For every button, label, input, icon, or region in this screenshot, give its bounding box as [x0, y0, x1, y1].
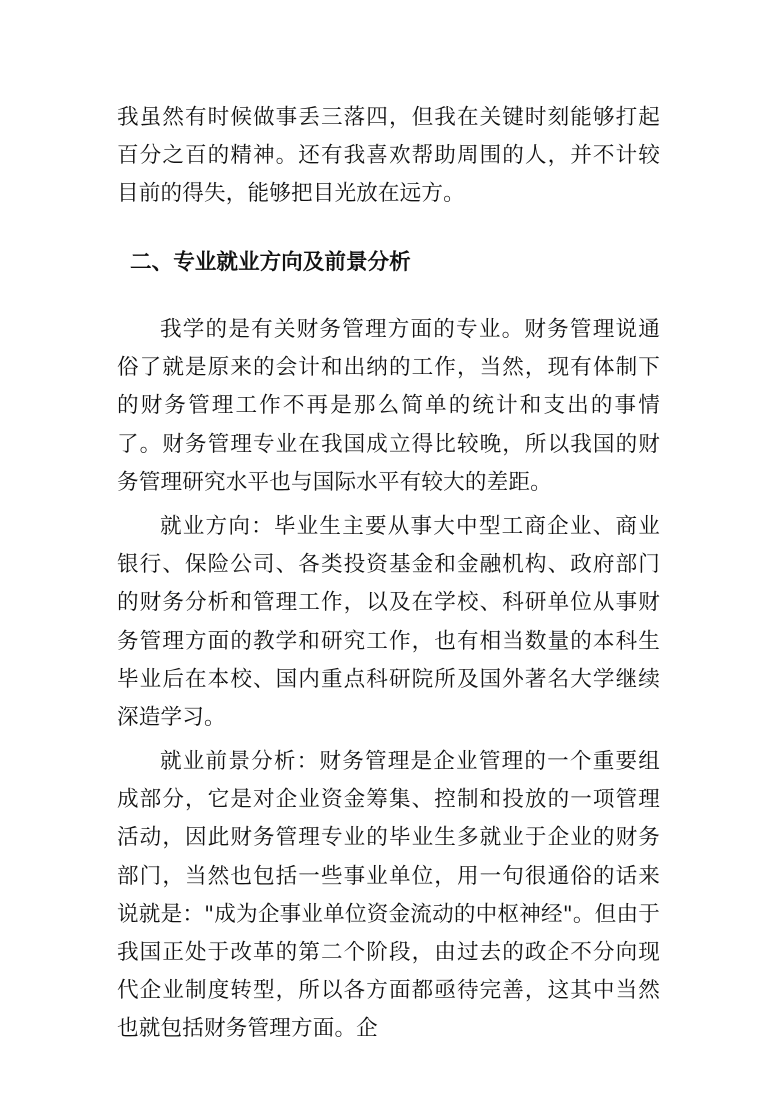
- paragraph-major-intro: 我学的是有关财务管理方面的专业。财务管理说通俗了就是原来的会计和出纳的工作，当然，现有体制下的财务管理工作不再是那么简单的统计和支出的事情了。财务管理专业在我国成立得比较晚，所以我国的财务管理研究水平也与国际水平有较大的差距。: [117, 317, 660, 495]
- paragraph-personal-traits: 我虽然有时候做事丢三落四，但我在关键时刻能够打起百分之百的精神。还有我喜欢帮助周围的人，并不计较目前的得失，能够把目光放在远方。: [117, 105, 660, 207]
- paragraph-employment-direction: 就业方向：毕业生主要从事大中型工商企业、商业银行、保险公司、各类投资基金和金融机构、政府部门的财务分析和管理工作，以及在学校、科研单位从事财务管理方面的教学和研究工作，也有相当数量的本科生毕业后在本校、国内重点科研院所及国外著名大学继续深造学习。: [117, 514, 660, 731]
- paragraph-employment-prospects: 就业前景分析：财务管理是企业管理的一个重要组成部分，它是对企业资金筹集、控制和投放的一项管理活动，因此财务管理专业的毕业生多就业于企业的财务部门，当然也包括一些事业单位，用一句很通俗的话来说就是："成为企事业单位资金流动的中枢神经"。但由于我国正处于改革的第二个阶段，由过去的政企不分向现代企业制度转型，所以各方面都亟待完善，这其中当然也就包括财务管理方面。企: [117, 749, 660, 1042]
- section-heading: 二、专业就业方向及前景分析: [130, 250, 411, 275]
